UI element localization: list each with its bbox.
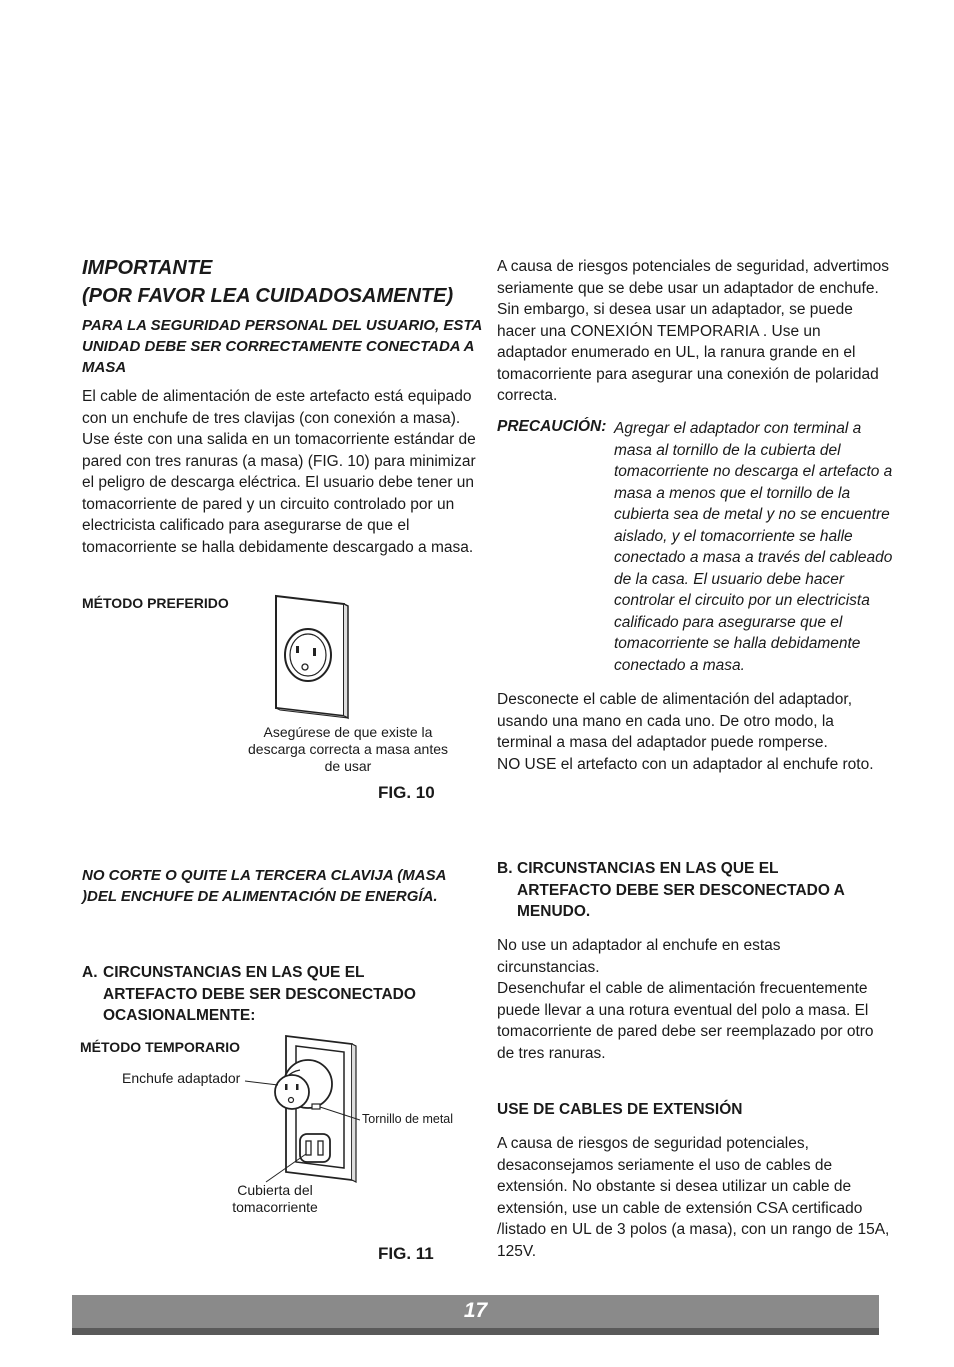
adapter-outlet-illustration bbox=[240, 1034, 360, 1184]
section-a-letter: A. bbox=[82, 964, 98, 981]
section-b-heading bbox=[497, 858, 887, 923]
important-heading bbox=[82, 254, 482, 310]
temporary-method-label: MÉTODO TEMPORARIO bbox=[80, 1039, 240, 1055]
fig11-label: FIG. 11 bbox=[378, 1244, 434, 1263]
grounded-outlet-illustration bbox=[268, 592, 358, 722]
footer-underline bbox=[72, 1328, 879, 1335]
section-a-title: CIRCUNSTANCIAS EN LAS QUE EL ARTEFACTO DEBE SER DESCONECTADO OCASIONALMENTE: bbox=[103, 964, 416, 1024]
section-b-paragraph-1: No use un adaptador al enchufe en estas circunstancias. bbox=[497, 937, 781, 976]
extension-paragraph: A causa de riesgos de seguridad potenciales, desaconsejamos seriamente el uso de cables de extensión. No obstante si desea utilizar un cable de extensión, use un cable de extensión CSA certificado /listado en UL de 3 polos (a masa), con un rango de 15A, 125V. bbox=[497, 1135, 890, 1260]
preferred-method-label: MÉTODO PREFERIDO bbox=[82, 595, 229, 611]
section-b-paragraph-2: Desenchufar el cable de alimentación frecuentemente puede llevar a una rotura eventual del polo a masa. El tomacorriente de pared debe ser reemplazado por otro de tres ranuras. bbox=[497, 980, 874, 1062]
important-title: IMPORTANTE bbox=[82, 257, 213, 279]
adapter-paragraph: A causa de riesgos potenciales de seguridad, advertimos seriamente que se debe usar un adaptador de enchufe. Sin embargo, si desea usar un adaptador, se puede hacer una CONEXIÓN TEMPORARIA . Use un adaptador enumerado en UL, la ranura grande en el tomacorriente para asegurar una conexión de polaridad correcta. bbox=[497, 258, 890, 404]
disconnect-paragraph: Desconecte el cable de alimentación del adaptador, usando una mano en cada uno. De otro modo, la terminal a masa del adaptador puede romperse. bbox=[497, 691, 853, 751]
cover-callout-label: Cubierta del tomacorriente bbox=[232, 1182, 318, 1215]
fig10-caption: Asegúrese de que existe la descarga correcta a masa antes de usar bbox=[248, 724, 448, 774]
no-use-paragraph: NO USE el artefacto con un adaptador al enchufe roto. bbox=[497, 756, 874, 773]
section-b-title: CIRCUNSTANCIAS EN LAS QUE EL ARTEFACTO DEBE SER DESCONECTADO A MENUDO. bbox=[517, 860, 845, 920]
extension-heading: USE DE CABLES DE EXTENSIÓN bbox=[497, 1101, 743, 1118]
screw-callout-label: Tornillo de metal bbox=[362, 1112, 454, 1126]
section-b-letter: B. bbox=[497, 860, 513, 877]
caution-block bbox=[497, 418, 897, 676]
no-cut-warning: NO CORTE O QUITE LA TERCERA CLAVIJA (MASA )DEL ENCHUFE DE ALIMENTACIÓN DE ENERGÍA. bbox=[82, 867, 446, 905]
section-a-heading bbox=[82, 962, 472, 1027]
caution-label: PRECAUCIÓN: bbox=[497, 418, 607, 435]
grounding-paragraph: El cable de alimentación de este artefacto está equipado con un enchufe de tres clavijas (con conexión a masa). Use éste con una salida en un tomacorriente estándar de pared con tres ranuras (a masa) (FIG. 10) para minimizar el peligro de descarga eléctrica. El usuario debe tener un tomacorriente de pared y un circuito controlado por un electricista calificado para asegurarse de que el tomacorriente se halla debidamente descargado a masa. bbox=[82, 388, 476, 556]
fig10-label: FIG. 10 bbox=[378, 783, 435, 802]
caution-text: Agregar el adaptador con terminal a masa al tornillo de la cubierta del tomacorriente no descarga el artefacto a masa a menos que el tornillo de la cubierta sea de metal y no se encuentre aislado, y el tomacorriente se halle conectado a masa a través del cableado de la casa. El usuario debe hacer controlar el circuito por un electricista calificado para asegurarse que el tomacorriente se halla debidamente conectado a masa. bbox=[614, 420, 893, 674]
safety-heading: PARA LA SEGURIDAD PERSONAL DEL USUARIO, ESTA UNIDAD DEBE SER CORRECTAMENTE CONECTADA A MASA bbox=[82, 317, 482, 376]
important-subtitle: (POR FAVOR LEA CUIDADOSAMENTE) bbox=[82, 285, 454, 307]
page-number: 17 bbox=[463, 1299, 488, 1322]
adapter-callout-label: Enchufe adaptador bbox=[122, 1070, 241, 1086]
